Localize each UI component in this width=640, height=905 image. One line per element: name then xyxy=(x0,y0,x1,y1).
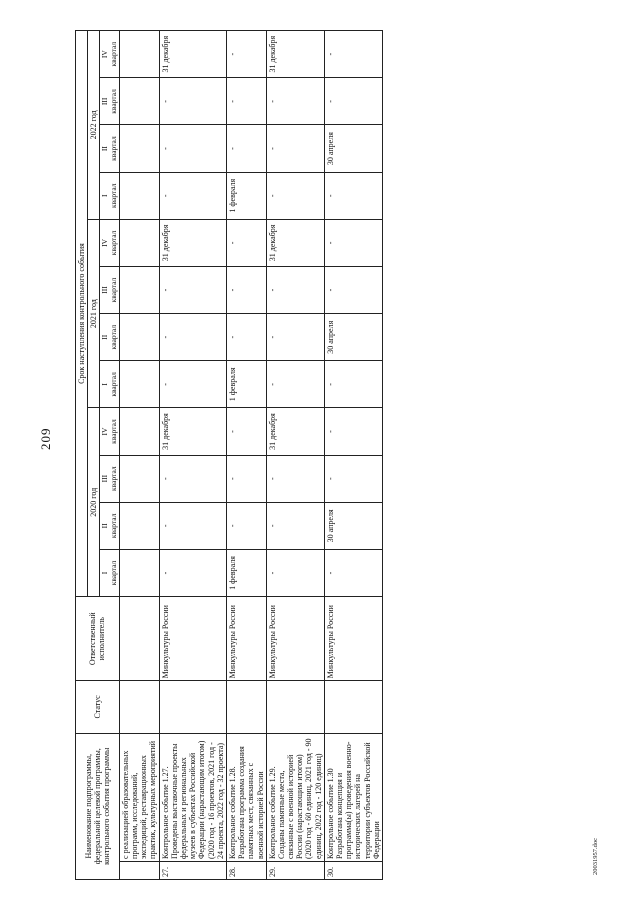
empty-cell xyxy=(119,502,159,549)
quarter-deadline: - xyxy=(159,266,226,313)
quarter-deadline: - xyxy=(226,31,266,78)
header-quarter xyxy=(100,78,120,125)
header-name: Наименование подпрограммы, федеральной целевой программы, контрольного события программы xyxy=(76,733,120,879)
quarter-deadline: - xyxy=(324,31,382,78)
header-year: 2020 год xyxy=(88,408,100,597)
empty-cell xyxy=(119,408,159,455)
quarter-deadline: - xyxy=(324,549,382,596)
header-quarter xyxy=(100,172,120,219)
row-number: 27. xyxy=(159,861,226,879)
quarter-roman: II xyxy=(100,146,110,152)
quarter-deadline: - xyxy=(266,125,324,172)
event-executor: Минкультуры России xyxy=(159,597,226,681)
quarter-deadline: - xyxy=(226,125,266,172)
quarter-roman: IV xyxy=(100,238,110,247)
empty-cell xyxy=(119,172,159,219)
quarter-word: квартал xyxy=(108,372,118,397)
quarter-roman: IV xyxy=(100,50,110,59)
quarter-deadline: 30 апреля xyxy=(324,125,382,172)
header-deadline: Срок наступления контрольного события xyxy=(76,31,88,597)
quarter-deadline: - xyxy=(226,266,266,313)
quarter-word: квартал xyxy=(108,560,118,586)
header-quarter xyxy=(100,314,120,361)
event-executor: Минкультуры России xyxy=(266,597,324,681)
empty-cell xyxy=(119,361,159,408)
header-quarter xyxy=(100,502,120,549)
quarter-deadline: - xyxy=(324,78,382,125)
quarter-deadline: 31 декабря xyxy=(266,31,324,78)
header-quarter xyxy=(100,549,120,596)
quarter-deadline: - xyxy=(324,266,382,313)
quarter-deadline: - xyxy=(159,455,226,502)
schedule-table xyxy=(75,30,383,880)
quarter-roman: II xyxy=(100,334,110,340)
header-year: 2022 год xyxy=(88,31,100,220)
quarter-roman: IV xyxy=(100,427,110,436)
quarter-deadline: - xyxy=(266,266,324,313)
quarter-word: квартал xyxy=(108,89,118,114)
event-status xyxy=(266,681,324,733)
header-quarter xyxy=(100,125,120,172)
quarter-roman: I xyxy=(100,194,110,197)
quarter-roman: I xyxy=(100,383,110,386)
quarter-deadline: - xyxy=(266,502,324,549)
quarter-deadline: - xyxy=(324,219,382,266)
schedule-table-container xyxy=(75,30,595,880)
empty-cell xyxy=(119,549,159,596)
quarter-deadline: 30 апреля xyxy=(324,502,382,549)
document-filename: 20031957.doc xyxy=(592,837,599,875)
quarter-deadline: - xyxy=(266,172,324,219)
quarter-roman: III xyxy=(100,474,110,483)
quarter-deadline: - xyxy=(159,78,226,125)
header-quarter xyxy=(100,455,120,502)
quarter-deadline: - xyxy=(226,455,266,502)
header-quarter xyxy=(100,361,120,408)
event-status xyxy=(324,681,382,733)
page-number: 209 xyxy=(38,427,53,450)
quarter-deadline: 31 декабря xyxy=(159,31,226,78)
row-number: 30. xyxy=(324,861,382,879)
header-executor: Ответственный исполнитель xyxy=(76,597,120,681)
table-row xyxy=(324,31,382,880)
quarter-deadline: - xyxy=(266,78,324,125)
event-name: Контрольное событие 1.27. Проведены выставочные проекты федеральных и региональных музеев в субъектах Российской Федерации (нарастающим итогом) (2020 год - 16 проектов, 2021 год - 24 проекта, 2022 год - 32 проекта) xyxy=(159,733,226,861)
event-name: Контрольное событие 1.29. Созданы памятные места, связанные с военной историей России (нарастающим итогом) (2020 год - 60 единиц, 2021 год - 90 единиц, 2022 год - 120 единиц) xyxy=(266,733,324,861)
event-executor: Минкультуры России xyxy=(324,597,382,681)
empty-cell xyxy=(119,78,159,125)
quarter-deadline: 1 февраля xyxy=(226,172,266,219)
event-name: Контрольное событие 1.30 Разработана концепция и программа(ы) проведения военно-исторических лагерей на территории субъектов Российской Федерации xyxy=(324,733,382,861)
quarter-word: квартал xyxy=(108,41,118,67)
header-quarter xyxy=(100,219,120,266)
quarter-deadline: - xyxy=(159,125,226,172)
quarter-roman: I xyxy=(100,571,110,575)
quarter-deadline: 31 декабря xyxy=(159,219,226,266)
event-executor: Минкультуры России xyxy=(226,597,266,681)
header-year: 2021 год xyxy=(88,219,100,408)
quarter-deadline: 30 апреля xyxy=(324,314,382,361)
event-name: Контрольное событие 1.28. Разработана программа создания памятных мест, связанных с военной историей России xyxy=(226,733,266,861)
quarter-deadline: 1 февраля xyxy=(226,361,266,408)
quarter-word: квартал xyxy=(108,466,118,491)
continuation-text: с реализацией образовательных программ, исследований, экспедиций, реставрационных практик, культурных мероприятий xyxy=(119,733,159,861)
row-number: 29. xyxy=(266,861,324,879)
quarter-word: квартал xyxy=(108,277,118,303)
table-row xyxy=(226,31,266,880)
quarter-deadline: - xyxy=(266,455,324,502)
header-status: Статус xyxy=(76,681,120,733)
quarter-deadline: - xyxy=(159,314,226,361)
quarter-deadline: - xyxy=(226,219,266,266)
quarter-roman: III xyxy=(100,97,110,106)
table-row xyxy=(159,31,226,880)
table-row xyxy=(266,31,324,880)
empty-cell xyxy=(119,266,159,313)
empty-cell xyxy=(119,314,159,361)
quarter-word: квартал xyxy=(108,183,118,209)
quarter-deadline: - xyxy=(266,361,324,408)
quarter-deadline: - xyxy=(324,172,382,219)
header-quarter xyxy=(100,266,120,313)
quarter-deadline: - xyxy=(324,455,382,502)
quarter-deadline: 31 декабря xyxy=(159,408,226,455)
quarter-word: квартал xyxy=(108,230,118,256)
row-number: 28. xyxy=(226,861,266,879)
empty-cell xyxy=(119,681,159,733)
quarter-deadline: - xyxy=(159,361,226,408)
event-status xyxy=(226,681,266,733)
empty-cell xyxy=(119,125,159,172)
quarter-deadline: - xyxy=(226,314,266,361)
quarter-deadline: - xyxy=(266,314,324,361)
quarter-word: квартал xyxy=(108,136,118,161)
quarter-deadline: 31 декабря xyxy=(266,408,324,455)
quarter-deadline: 1 февраля xyxy=(226,549,266,596)
empty-cell xyxy=(119,31,159,78)
quarter-deadline: - xyxy=(159,502,226,549)
continuation-num xyxy=(119,861,159,879)
empty-cell xyxy=(119,597,159,681)
quarter-deadline: - xyxy=(159,172,226,219)
empty-cell xyxy=(119,219,159,266)
header-quarter xyxy=(100,408,120,455)
quarter-deadline: - xyxy=(324,408,382,455)
event-status xyxy=(159,681,226,733)
quarter-word: квартал xyxy=(108,419,118,444)
quarter-deadline: - xyxy=(226,408,266,455)
quarter-roman: II xyxy=(100,523,110,529)
quarter-roman: III xyxy=(100,286,110,294)
quarter-deadline: - xyxy=(226,78,266,125)
quarter-deadline: 31 декабря xyxy=(266,219,324,266)
quarter-deadline: - xyxy=(324,361,382,408)
quarter-word: квартал xyxy=(108,513,118,539)
quarter-deadline: - xyxy=(159,549,226,596)
quarter-deadline: - xyxy=(266,549,324,596)
quarter-deadline: - xyxy=(226,502,266,549)
header-quarter xyxy=(100,31,120,78)
empty-cell xyxy=(119,455,159,502)
quarter-word: квартал xyxy=(108,324,118,350)
